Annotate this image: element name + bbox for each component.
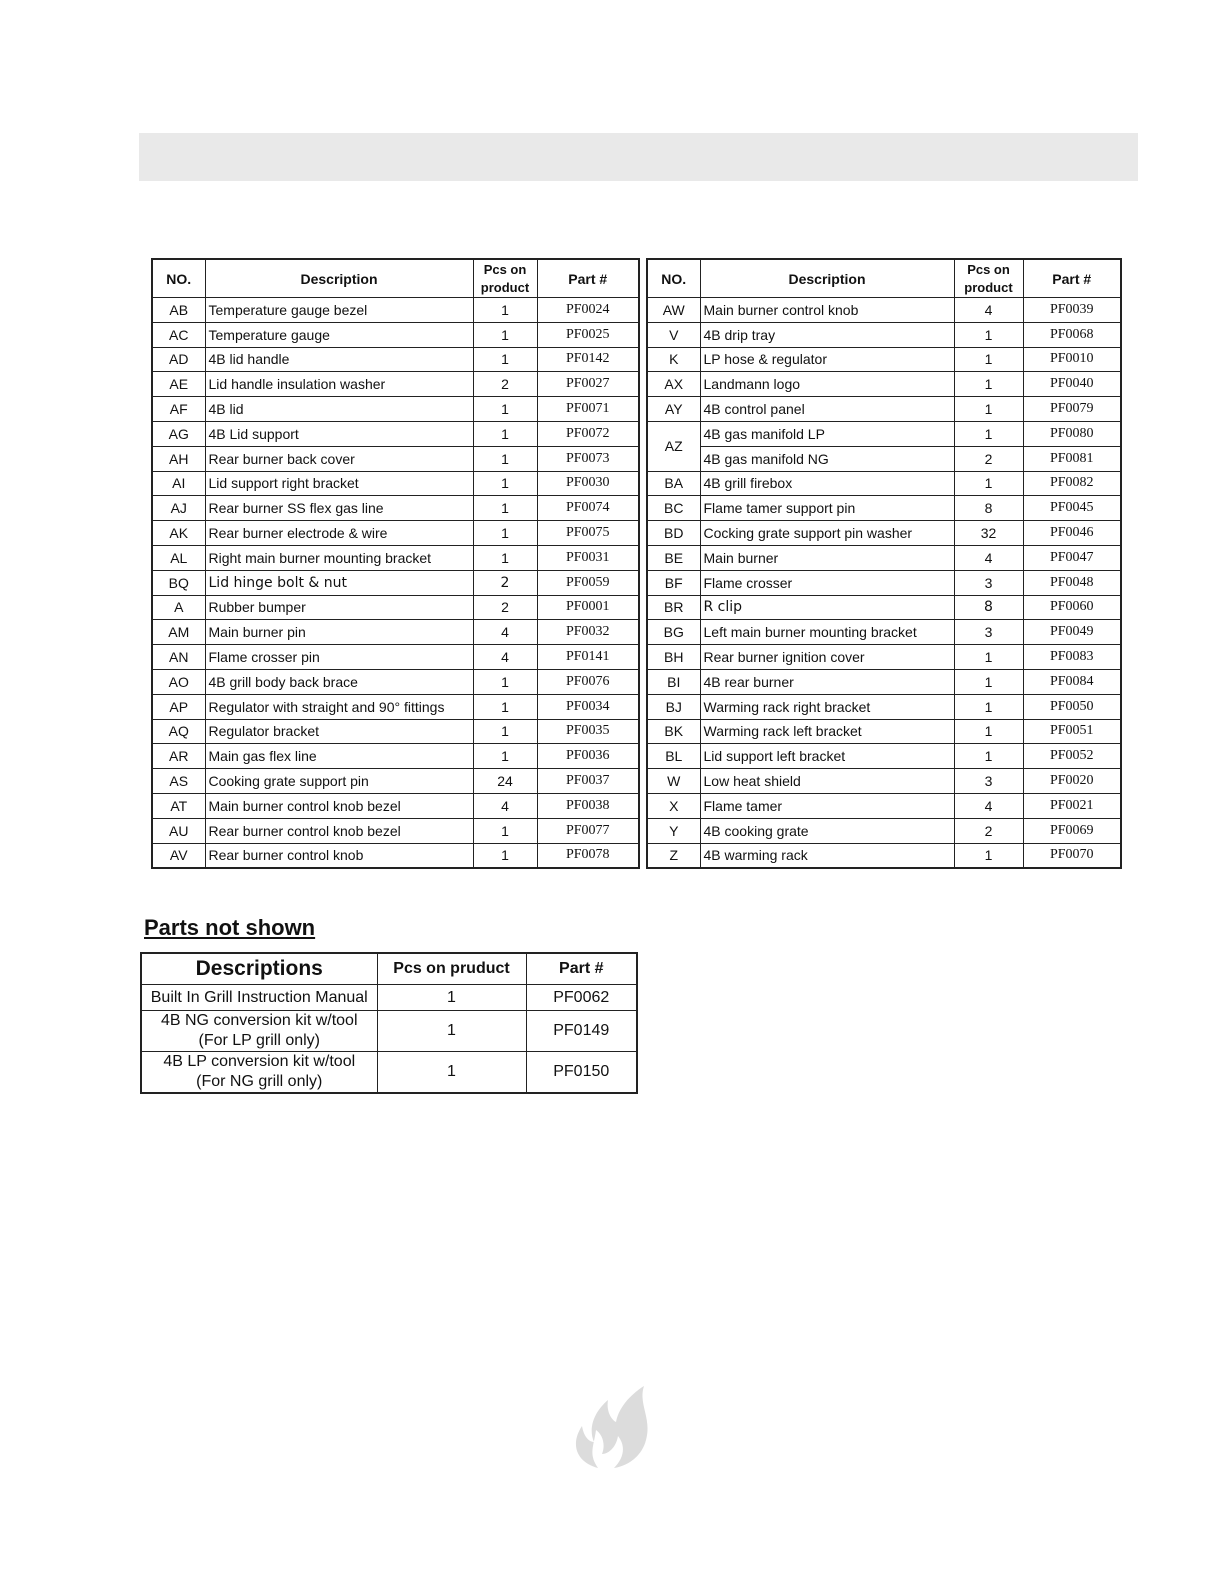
table-row (647, 595, 1121, 620)
table-row (647, 521, 1121, 546)
table-row (152, 322, 639, 347)
table-row (152, 669, 639, 694)
table-row (647, 620, 1121, 645)
table-row (152, 744, 639, 769)
table-row (647, 793, 1121, 818)
part-number: PF0048 (1023, 570, 1121, 595)
part-number: PF0060 (1023, 595, 1121, 620)
part-number: PF0150 (526, 1052, 637, 1094)
part-description: Left main burner mounting bracket (700, 620, 954, 645)
header-no: NO. (152, 259, 205, 298)
part-pcs: 1 (954, 694, 1023, 719)
part-pcs: 1 (473, 744, 537, 769)
header-description: Description (700, 259, 954, 298)
part-description: Flame tamer support pin (700, 496, 954, 521)
table-row (647, 570, 1121, 595)
part-no: BH (647, 645, 700, 670)
part-number: PF0141 (537, 645, 639, 670)
part-description: 4B control panel (700, 397, 954, 422)
part-no: BK (647, 719, 700, 744)
table-row (152, 719, 639, 744)
part-pcs: 2 (473, 372, 537, 397)
part-pcs: 4 (954, 793, 1023, 818)
part-no: AD (152, 347, 205, 372)
part-no: X (647, 793, 700, 818)
part-no: AC (152, 322, 205, 347)
part-description: Main burner pin (205, 620, 473, 645)
part-number: PF0077 (537, 818, 639, 843)
part-no: BD (647, 521, 700, 546)
header-part: Part # (1023, 259, 1121, 298)
table-row (647, 397, 1121, 422)
part-number: PF0049 (1023, 620, 1121, 645)
part-number: PF0052 (1023, 744, 1121, 769)
part-no: BF (647, 570, 700, 595)
part-description: 4B rear burner (700, 669, 954, 694)
part-pcs: 1 (954, 347, 1023, 372)
part-description: Rear burner control knob bezel (205, 818, 473, 843)
header-descriptions: Descriptions (141, 953, 377, 985)
part-no: AG (152, 421, 205, 446)
part-number: PF0051 (1023, 719, 1121, 744)
table-row (647, 545, 1121, 570)
part-description: 4B grill body back brace (205, 669, 473, 694)
header-part: Part # (526, 953, 637, 985)
part-number: PF0078 (537, 843, 639, 868)
part-number: PF0046 (1023, 521, 1121, 546)
table-row (647, 669, 1121, 694)
part-number: PF0020 (1023, 769, 1121, 794)
part-description: Flame crosser (700, 570, 954, 595)
part-number: PF0083 (1023, 645, 1121, 670)
part-number: PF0084 (1023, 669, 1121, 694)
part-number: PF0025 (537, 322, 639, 347)
part-number: PF0047 (1023, 545, 1121, 570)
part-description: Lid support left bracket (700, 744, 954, 769)
header-description: Description (205, 259, 473, 298)
table-header-row (141, 953, 637, 985)
header-pcs: Pcs on pruduct (377, 953, 526, 985)
table-row (152, 421, 639, 446)
part-description: LP hose & regulator (700, 347, 954, 372)
part-description: 4B gas manifold NG (700, 446, 954, 471)
table-row (152, 595, 639, 620)
part-pcs: 8 (954, 496, 1023, 521)
part-description: Regulator bracket (205, 719, 473, 744)
table-row (647, 694, 1121, 719)
part-number: PF0001 (537, 595, 639, 620)
part-description: Main gas flex line (205, 744, 473, 769)
part-no: AV (152, 843, 205, 868)
table-header-row (152, 259, 639, 298)
part-description: Main burner control knob bezel (205, 793, 473, 818)
part-number: PF0073 (537, 446, 639, 471)
table-row (152, 620, 639, 645)
part-no: K (647, 347, 700, 372)
header-pcs: Pcs on product (954, 259, 1023, 298)
part-pcs: 1 (377, 985, 526, 1011)
part-pcs: 1 (954, 372, 1023, 397)
part-no: AI (152, 471, 205, 496)
part-description: Right main burner mounting bracket (205, 545, 473, 570)
part-pcs: 4 (954, 298, 1023, 323)
part-number: PF0032 (537, 620, 639, 645)
table-row (152, 843, 639, 868)
part-number: PF0059 (537, 570, 639, 595)
table-row (647, 645, 1121, 670)
table-row (647, 471, 1121, 496)
part-no: AB (152, 298, 205, 323)
table-row (141, 985, 637, 1011)
table-row (141, 1011, 637, 1052)
part-number: PF0074 (537, 496, 639, 521)
part-description: Low heat shield (700, 769, 954, 794)
part-pcs: 2 (473, 595, 537, 620)
part-pcs: 1 (473, 347, 537, 372)
part-description: Warming rack left bracket (700, 719, 954, 744)
part-description: Lid hinge bolt & nut (205, 570, 473, 595)
part-number: PF0038 (537, 793, 639, 818)
table-row (152, 645, 639, 670)
table-row (152, 570, 639, 595)
part-description: Cocking grate support pin washer (700, 521, 954, 546)
part-pcs: 1 (473, 818, 537, 843)
part-description: Built In Grill Instruction Manual (141, 985, 377, 1011)
part-pcs: 1 (473, 446, 537, 471)
table-row (152, 545, 639, 570)
part-number: PF0081 (1023, 446, 1121, 471)
part-description: Flame crosser pin (205, 645, 473, 670)
part-no: V (647, 322, 700, 347)
part-description: Rear burner back cover (205, 446, 473, 471)
part-description: Main burner (700, 545, 954, 570)
table-row (647, 744, 1121, 769)
part-number: PF0031 (537, 545, 639, 570)
header-part: Part # (537, 259, 639, 298)
part-description: Rear burner ignition cover (700, 645, 954, 670)
part-description: Rear burner electrode & wire (205, 521, 473, 546)
table-row (647, 298, 1121, 323)
part-number: PF0082 (1023, 471, 1121, 496)
header-band (139, 133, 1138, 181)
table-row (647, 843, 1121, 868)
table-row (647, 769, 1121, 794)
part-no: AS (152, 769, 205, 794)
part-pcs: 4 (954, 545, 1023, 570)
part-no: AZ (647, 421, 700, 471)
table-row (647, 347, 1121, 372)
part-description: Regulator with straight and 90° fittings (205, 694, 473, 719)
table-row (647, 496, 1121, 521)
part-description: Rear burner SS flex gas line (205, 496, 473, 521)
part-description: Temperature gauge bezel (205, 298, 473, 323)
table-row (152, 521, 639, 546)
part-number: PF0034 (537, 694, 639, 719)
table-row (647, 322, 1121, 347)
part-number: PF0072 (537, 421, 639, 446)
parts-table-right (646, 258, 1122, 869)
part-no: AO (152, 669, 205, 694)
parts-not-shown-table (140, 952, 638, 1094)
part-number: PF0027 (537, 372, 639, 397)
part-no: AR (152, 744, 205, 769)
part-pcs: 1 (473, 322, 537, 347)
part-description: Rubber bumper (205, 595, 473, 620)
part-pcs: 1 (954, 421, 1023, 446)
part-pcs: 1 (473, 843, 537, 868)
parts-not-shown-title: Parts not shown (144, 915, 316, 940)
part-pcs: 1 (954, 843, 1023, 868)
part-pcs: 1 (954, 744, 1023, 769)
part-number: PF0030 (537, 471, 639, 496)
part-no: AM (152, 620, 205, 645)
part-pcs: 1 (473, 521, 537, 546)
part-no: AL (152, 545, 205, 570)
part-pcs: 24 (473, 769, 537, 794)
table-row (647, 446, 1121, 471)
part-pcs: 32 (954, 521, 1023, 546)
part-number: PF0075 (537, 521, 639, 546)
part-pcs: 1 (954, 322, 1023, 347)
part-pcs: 4 (473, 645, 537, 670)
part-number: PF0142 (537, 347, 639, 372)
part-description: Main burner control knob (700, 298, 954, 323)
part-no: W (647, 769, 700, 794)
part-description: R clip (700, 595, 954, 620)
part-pcs: 1 (377, 1052, 526, 1094)
part-number: PF0037 (537, 769, 639, 794)
part-pcs: 2 (954, 818, 1023, 843)
part-pcs: 2 (473, 570, 537, 595)
part-no: AE (152, 372, 205, 397)
table-row (152, 446, 639, 471)
part-description: Warming rack right bracket (700, 694, 954, 719)
part-pcs: 4 (473, 793, 537, 818)
table-header-row (647, 259, 1121, 298)
table-row (152, 496, 639, 521)
table-row (152, 793, 639, 818)
part-description: 4B lid (205, 397, 473, 422)
part-description: 4B cooking grate (700, 818, 954, 843)
part-pcs: 4 (473, 620, 537, 645)
table-row (152, 769, 639, 794)
part-pcs: 1 (473, 471, 537, 496)
part-no: AJ (152, 496, 205, 521)
part-description: Flame tamer (700, 793, 954, 818)
part-pcs: 3 (954, 570, 1023, 595)
table-row (152, 397, 639, 422)
part-description: 4B NG conversion kit w/tool (For LP grill only) (141, 1011, 377, 1052)
table-row (152, 471, 639, 496)
part-number: PF0062 (526, 985, 637, 1011)
part-no: AF (152, 397, 205, 422)
part-number: PF0080 (1023, 421, 1121, 446)
part-description: 4B gas manifold LP (700, 421, 954, 446)
part-pcs: 1 (473, 298, 537, 323)
part-number: PF0045 (1023, 496, 1121, 521)
part-description: 4B drip tray (700, 322, 954, 347)
part-number: PF0035 (537, 719, 639, 744)
part-no: Z (647, 843, 700, 868)
part-no: BE (647, 545, 700, 570)
part-description: 4B warming rack (700, 843, 954, 868)
part-no: BQ (152, 570, 205, 595)
header-pcs: Pcs on product (473, 259, 537, 298)
part-number: PF0068 (1023, 322, 1121, 347)
part-pcs: 2 (954, 446, 1023, 471)
part-description: 4B Lid support (205, 421, 473, 446)
part-number: PF0039 (1023, 298, 1121, 323)
part-description: Cooking grate support pin (205, 769, 473, 794)
part-pcs: 1 (954, 397, 1023, 422)
table-row (152, 372, 639, 397)
part-no: BL (647, 744, 700, 769)
part-no: BR (647, 595, 700, 620)
part-number: PF0040 (1023, 372, 1121, 397)
part-pcs: 1 (473, 719, 537, 744)
part-pcs: 3 (954, 620, 1023, 645)
part-pcs: 1 (473, 669, 537, 694)
part-number: PF0021 (1023, 793, 1121, 818)
part-description: Lid support right bracket (205, 471, 473, 496)
part-no: AQ (152, 719, 205, 744)
part-no: BC (647, 496, 700, 521)
part-pcs: 1 (377, 1011, 526, 1052)
part-number: PF0010 (1023, 347, 1121, 372)
part-no: AX (647, 372, 700, 397)
part-no: BJ (647, 694, 700, 719)
part-pcs: 1 (954, 471, 1023, 496)
part-pcs: 1 (473, 545, 537, 570)
table-row (152, 298, 639, 323)
table-row (152, 694, 639, 719)
part-no: AP (152, 694, 205, 719)
part-no: AW (647, 298, 700, 323)
part-number: PF0024 (537, 298, 639, 323)
part-pcs: 1 (473, 694, 537, 719)
part-no: Y (647, 818, 700, 843)
part-no: BA (647, 471, 700, 496)
table-row (647, 818, 1121, 843)
part-number: PF0050 (1023, 694, 1121, 719)
part-number: PF0079 (1023, 397, 1121, 422)
part-no: AT (152, 793, 205, 818)
part-number: PF0149 (526, 1011, 637, 1052)
part-number: PF0076 (537, 669, 639, 694)
part-description: Rear burner control knob (205, 843, 473, 868)
table-row (152, 818, 639, 843)
part-no: AH (152, 446, 205, 471)
part-pcs: 8 (954, 595, 1023, 620)
header-no: NO. (647, 259, 700, 298)
part-description: 4B lid handle (205, 347, 473, 372)
part-description: Landmann logo (700, 372, 954, 397)
part-pcs: 1 (954, 669, 1023, 694)
part-number: PF0069 (1023, 818, 1121, 843)
part-no: AY (647, 397, 700, 422)
table-row (647, 719, 1121, 744)
part-pcs: 1 (473, 421, 537, 446)
part-description: Temperature gauge (205, 322, 473, 347)
table-row (647, 372, 1121, 397)
part-description: 4B grill firebox (700, 471, 954, 496)
part-no: BI (647, 669, 700, 694)
flame-icon (568, 1382, 652, 1470)
table-row (141, 1052, 637, 1094)
part-number: PF0070 (1023, 843, 1121, 868)
part-no: AN (152, 645, 205, 670)
part-pcs: 1 (954, 645, 1023, 670)
part-pcs: 1 (473, 496, 537, 521)
part-no: AU (152, 818, 205, 843)
part-no: AK (152, 521, 205, 546)
part-number: PF0071 (537, 397, 639, 422)
part-description: 4B LP conversion kit w/tool (For NG grill only) (141, 1052, 377, 1094)
table-row (152, 347, 639, 372)
table-row (647, 421, 1121, 446)
part-pcs: 3 (954, 769, 1023, 794)
part-pcs: 1 (473, 397, 537, 422)
part-description: Lid handle insulation washer (205, 372, 473, 397)
part-no: BG (647, 620, 700, 645)
parts-table-left (151, 258, 640, 869)
part-no: A (152, 595, 205, 620)
part-pcs: 1 (954, 719, 1023, 744)
part-number: PF0036 (537, 744, 639, 769)
